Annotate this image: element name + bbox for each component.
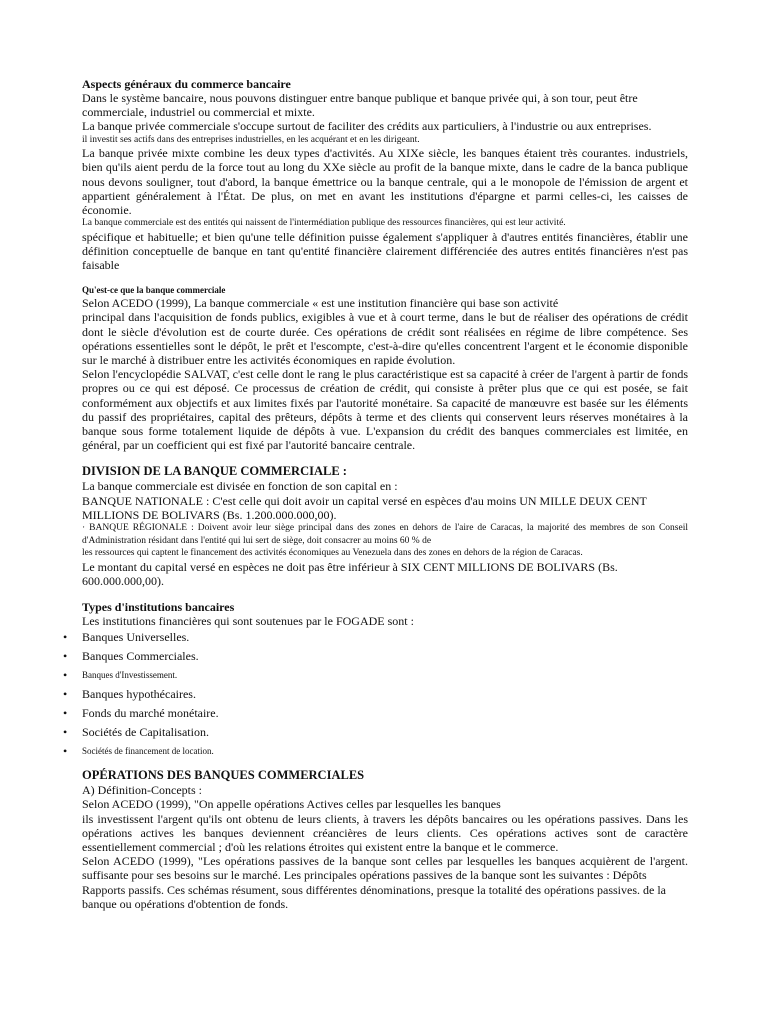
paragraph: Selon l'encyclopédie SALVAT, c'est celle dont le rang le plus caractéristique est sa capacité à créer de l'argent à partir de fonds propres ou ce qui est déposé. Ce processus de création de crédit, qui consiste à prêter plus que ce qui est posée, se fait conformément aux objectifs et aux limites fixés par l'autorité monétaire. Sa capacité de manœuvre est basée sur les éléments du passif des propriétaires, capital des prêteurs, dépôts à terme et des clients qui conservent leurs réserves monétaires à la banque sous forme totalement liquide de dépôts à vue. L'expansion du crédit des banques commerciales est limitée, en général, par un coefficient qui est fixé par l'autorité bancaire centrale. bbox=[82, 367, 688, 453]
paragraph-banque-nationale: BANQUE NATIONALE : C'est celle qui doit avoir un capital versé en espèces d'au moins UN MILLE DEUX CENT MILLIONS DE BOLIVARS (Bs. 1.200.000.000,00). bbox=[82, 493, 647, 522]
list-item: • Sociétés de financement de location. bbox=[82, 742, 688, 761]
list-item: • Banques Commerciales. bbox=[82, 647, 688, 666]
paragraph: La banque commerciale est divisée en fonction de son capital en : bbox=[82, 479, 398, 494]
paragraph: La banque privée commerciale s'occupe surtout de faciliter des crédits aux particuliers, à l'industrie ou aux entreprises. bbox=[82, 119, 652, 134]
paragraph-capital: Le montant du capital versé en espèces ne doit pas être inférieur à SIX CENT MILLIONS DE BOLIVARS (Bs. 600.000.000,00). bbox=[82, 559, 618, 588]
paragraph: spécifique et habituelle; et bien qu'une telle définition puisse également s'appliquer à d'autres entités financières, établir une définition conceptuelle de banque en tant qu'entité financière clairement différenciée des autres entités financières n'est pas faisable bbox=[82, 229, 688, 273]
paragraph: Les institutions financières qui sont soutenues par le FOGADE sont : bbox=[82, 613, 414, 628]
list-item: • Sociétés de Capitalisation. bbox=[82, 723, 688, 742]
list-item: • Banques hypothécaires. bbox=[82, 685, 688, 704]
paragraph: A) Définition-Concepts : bbox=[82, 783, 202, 798]
list-item: • Fonds du marché monétaire. bbox=[82, 704, 688, 723]
paragraph: La banque privée mixte combine les deux types d'activités. Au XIXe siècle, les banques étaient très courantes. industriels, bien qu'ils aient perdu de la force tout au long du XXe siècle au profit de la banque mixte, dans le cadre de la banca publique nous devons souligner, tout d'abord, la banque émettrice ou la banque centrale, qui a le monopole de l'émission de argent et appartient généralement à l'État. De plus, on met en avant les institutions d'épargne et parmi celles-ci, les caisses de économie. bbox=[82, 146, 688, 217]
paragraph: ils investissent l'argent qu'ils ont obtenu de leurs clients, à travers les dépôts bancaires ou les opérations passives. Dans les opérations actives les banques deviennent créancières de leurs clients. Ces opérations actives sont de caractère essentiellement commercial ; d'où les relations étroites qui existent entre la banque et le commerce. bbox=[82, 811, 688, 854]
paragraph: Selon ACEDO (1999), "Les opérations passives de la banque sont celles par lesquelles les banques acquièrent de l'argent. suffisante pour ses besoins sur le marché. Les principales opérations passives de la banque sont les suivantes : Dépôts bbox=[82, 854, 688, 883]
section-title-quest-ce: Qu'est-ce que la banque commerciale bbox=[82, 285, 226, 296]
section-title-aspects: Aspects généraux du commerce bancaire bbox=[82, 77, 291, 91]
document-body bbox=[82, 77, 688, 911]
paragraph: principal dans l'acquisition de fonds publics, exigibles à vue et à court terme, dans le but de réaliser des opérations de crédit dont le siècle d'évolution est de courte durée. Ces opérations de crédit sont réalisées en régime de libre compétence. Ses opérations essentielles sont le dépôt, le prêt et l'escompte, c'est-à-dire qu'elles concentrent l'argent et le économie disponible sur le marché à distribuer entre les activités économiques en rapide évolution. bbox=[82, 310, 688, 368]
paragraph-small: il investit ses actifs dans des entreprises industrielles, en les acquérant et en les dirigeant. bbox=[82, 134, 420, 145]
paragraph: Selon ACEDO (1999), "On appelle opérations Actives celles par lesquelles les banques bbox=[82, 797, 501, 812]
section-title-operations: OPÉRATIONS DES BANQUES COMMERCIALES bbox=[82, 768, 365, 783]
paragraph: Rapports passifs. Ces schémas résument, sous différentes dénominations, presque la totalité des opérations passives. de la banque ou opérations d'obtention de fonds. bbox=[82, 882, 666, 911]
paragraph-banque-regionale: · BANQUE RÉGIONALE : Doivent avoir leur siège principal dans des zones en dehors de l'aire de Caracas, la majorité des membres de son Conseil d'Administration résidant dans l'entité qui lui sert de siège, doit consacrer au moins 60 % de bbox=[82, 523, 688, 546]
section-title-division: DIVISION DE LA BANQUE COMMERCIALE : bbox=[82, 464, 347, 479]
paragraph: Selon ACEDO (1999), La banque commerciale « est une institution financière qui base son activité bbox=[82, 296, 559, 311]
paragraph-small: La banque commerciale est des entités qui naissent de l'intermédiation publique des ressources financières, qui est leur activité. bbox=[82, 218, 566, 229]
list-item: • Banques d'Investissement. bbox=[82, 666, 688, 685]
list-item: • Banques Universelles. bbox=[82, 628, 688, 647]
paragraph: Dans le système bancaire, nous pouvons distinguer entre banque publique et banque privée qui, à son tour, peut être commerciale, industriel ou commercial et mixte. bbox=[82, 91, 638, 120]
institution-list bbox=[82, 628, 688, 761]
paragraph-small: les ressources qui captent le financement des activités économiques au Venezuela dans des zones en dehors de la région de Caracas. bbox=[82, 548, 583, 559]
section-title-types: Types d'institutions bancaires bbox=[82, 599, 235, 614]
